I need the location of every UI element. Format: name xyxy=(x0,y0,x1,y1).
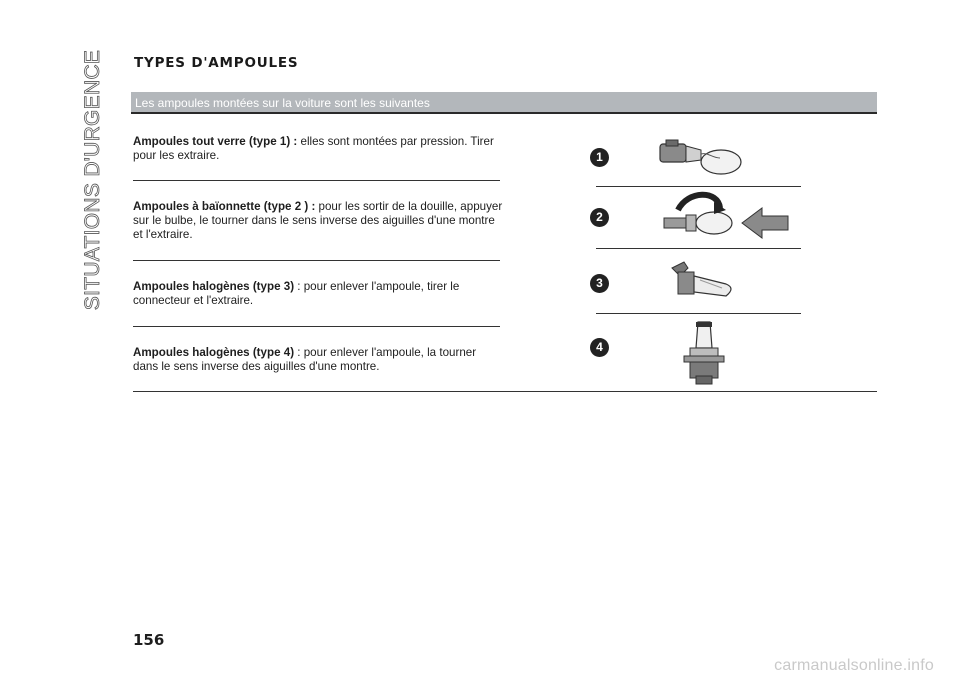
bayonet-bulb-icon xyxy=(658,188,798,243)
bulb-type-4-entry xyxy=(133,346,503,374)
entry-text: : pour enlever l'ampoule, tirer le connecteur et l'extraire. xyxy=(133,280,460,307)
bulb-type-1-entry xyxy=(133,135,503,163)
entry-text: elles sont montées par pression. Tirer pour les extraire. xyxy=(133,135,494,162)
h4-halogen-bulb-icon xyxy=(666,256,746,311)
figure-label-4: 4 xyxy=(590,338,609,357)
wedge-bulb-icon xyxy=(656,132,746,182)
h11-halogen-bulb-icon xyxy=(676,318,736,388)
figure-divider xyxy=(596,186,801,187)
divider xyxy=(133,326,500,327)
entry-text: : pour enlever l'ampoule, la tourner dans le sens inverse des aiguilles d'une montre. xyxy=(133,346,477,373)
divider xyxy=(133,180,500,181)
bulb-type-2-entry xyxy=(133,200,503,242)
intro-banner: Les ampoules montées sur la voiture sont les suivantes xyxy=(131,92,877,114)
bulb-types-figure xyxy=(586,128,806,390)
bulb-type-3-entry xyxy=(133,280,503,308)
entry-term: Ampoules halogènes (type 3) xyxy=(133,280,295,293)
entry-term: Ampoules halogènes (type 4) xyxy=(133,346,295,359)
figure-label-3: 3 xyxy=(590,274,609,293)
entry-term: Ampoules tout verre (type 1) : xyxy=(133,135,298,148)
figure-divider xyxy=(596,313,801,314)
section-title: TYPES D'AMPOULES xyxy=(134,55,299,71)
page-number: 156 xyxy=(133,631,165,649)
divider xyxy=(133,260,500,261)
entry-text: pour les sortir de la douille, appuyer sur le bulbe, le tourner dans le sens inverse des aiguilles d'une montre et l'extraire. xyxy=(133,200,503,241)
entry-term: Ampoules à baïonnette (type 2 ) : xyxy=(133,200,316,213)
chapter-side-title: SITUATIONS D'URGENCE xyxy=(81,49,104,311)
figure-divider xyxy=(596,248,801,249)
watermark: carmanualsonline.info xyxy=(774,657,934,674)
figure-label-2: 2 xyxy=(590,208,609,227)
bottom-rule xyxy=(133,391,877,392)
figure-label-1: 1 xyxy=(590,148,609,167)
